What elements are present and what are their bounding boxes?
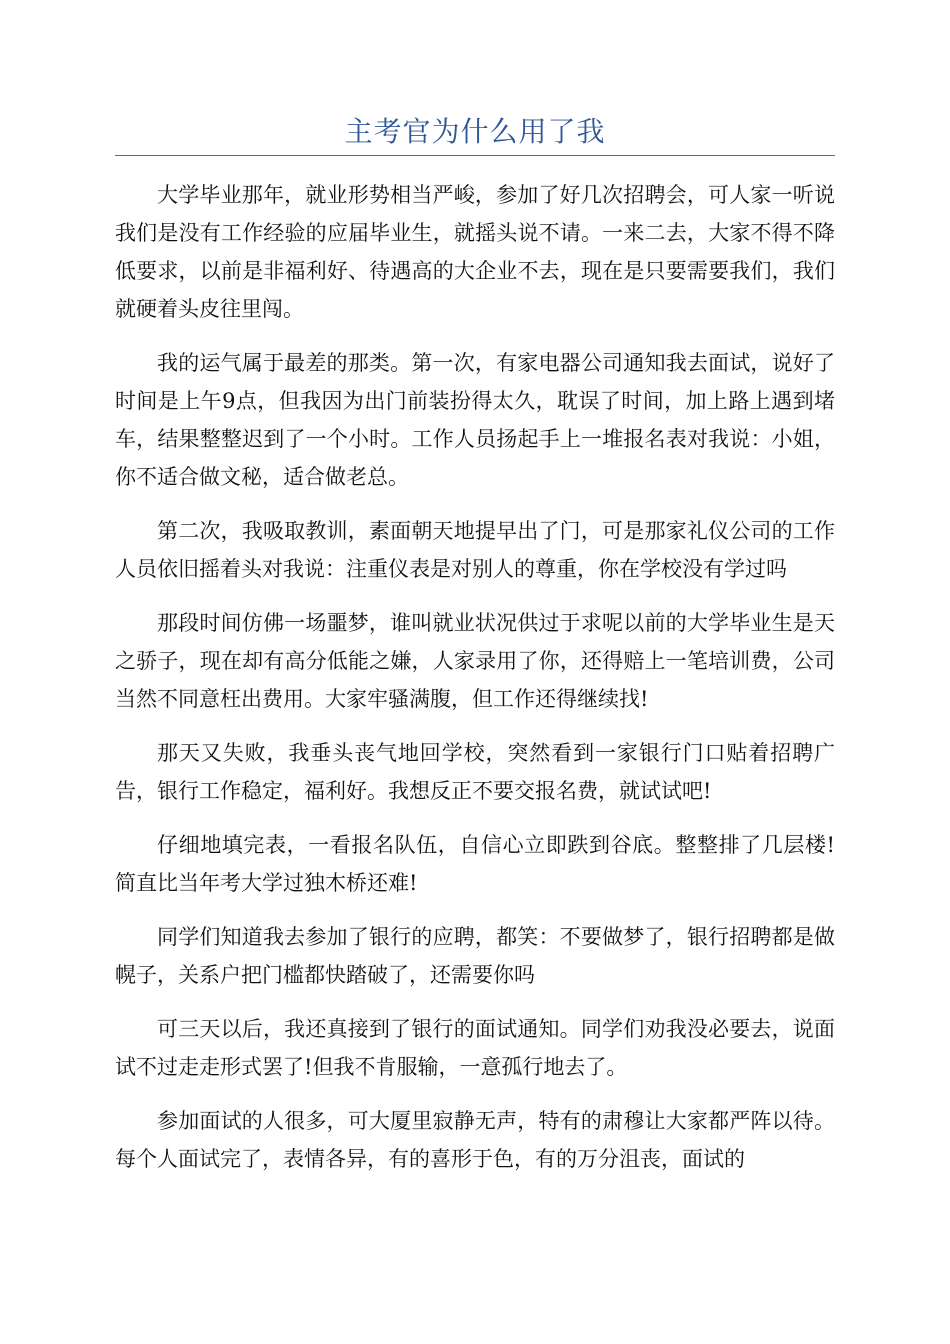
- paragraph: 那段时间仿佛一场噩梦，谁叫就业状况供过于求呢以前的大学毕业生是天之骄子，现在却有高分低能之嫌，人家录用了你，还得赔上一笔培训费，公司当然不同意枉出费用。大家牢骚满腹，但工作还得继续找!: [115, 611, 835, 711]
- paragraph: 可三天以后，我还真接到了银行的面试通知。同学们劝我没必要去，说面试不过走走形式罢了!但我不肯服输，一意孤行地去了。: [115, 1017, 835, 1079]
- paragraph: 同学们知道我去参加了银行的应聘，都笑：不要做梦了，银行招聘都是做幌子，关系户把门槛都快踏破了，还需要你吗: [115, 925, 835, 987]
- paragraph: 大学毕业那年，就业形势相当严峻，参加了好几次招聘会，可人家一听说我们是没有工作经验的应届毕业生，就摇头说不请。一来二去，大家不得不降低要求，以前是非福利好、待遇高的大企业不去，现在是只要需要我们，我们就硬着头皮往里闯。: [115, 183, 835, 321]
- document-title: 主考官为什么用了我: [344, 115, 606, 148]
- title-underline: [115, 155, 835, 156]
- paragraph: 我的运气属于最差的那类。第一次，有家电器公司通知我去面试，说好了时间是上午9点，但我因为出门前装扮得太久，耽误了时间，加上路上遇到堵车，结果整整迟到了一个小时。工作人员扬起手上一堆报名表对我说：小姐，你不适合做文秘，适合做老总。: [115, 351, 835, 489]
- paragraph: 那天又失败，我垂头丧气地回学校，突然看到一家银行门口贴着招聘广告，银行工作稳定，福利好。我想反正不要交报名费，就试试吧!: [115, 741, 835, 803]
- document-body: [115, 176, 835, 1194]
- paragraph: 参加面试的人很多，可大厦里寂静无声，特有的肃穆让大家都严阵以待。每个人面试完了，表情各异，有的喜形于色，有的万分沮丧，面试的: [115, 1109, 835, 1171]
- paragraph: 第二次，我吸取教训，素面朝天地提早出了门，可是那家礼仪公司的工作人员依旧摇着头对我说：注重仪表是对别人的尊重，你在学校没有学过吗: [115, 519, 835, 581]
- paragraph: 仔细地填完表，一看报名队伍，自信心立即跌到谷底。整整排了几层楼!简直比当年考大学过独木桥还难!: [115, 833, 835, 895]
